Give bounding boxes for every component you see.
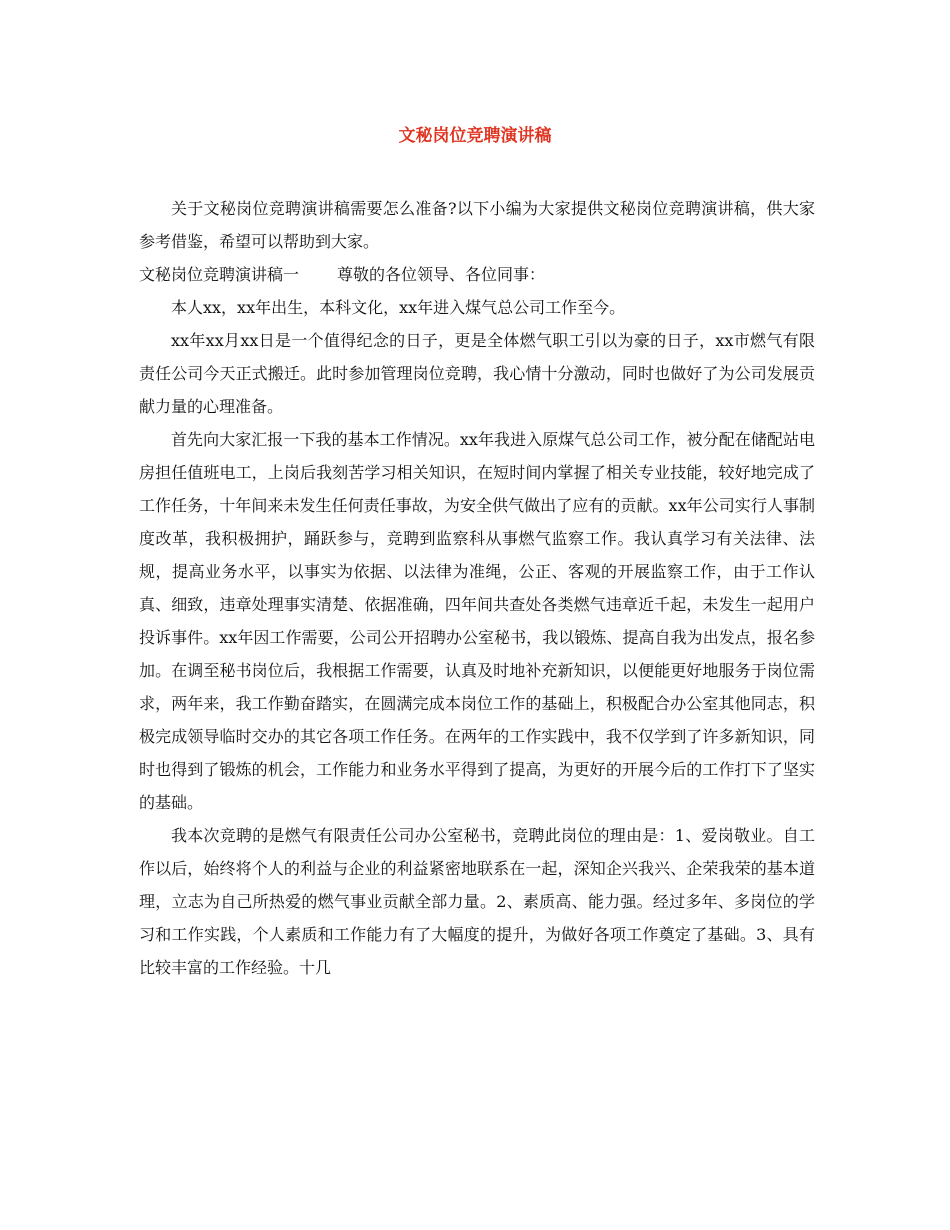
paragraph-4: 我本次竞聘的是燃气有限责任公司办公室秘书，竞聘此岗位的理由是：1、爱岗敬业。自工作以后，始终将个人的利益与企业的利益紧密地联系在一起，深知企兴我兴、企荣我荣的基本道理，立志为自己所热爱的燃气事业贡献全部力量。2、素质高、能力强。经过多年、多岗位的学习和工作实践，个人素质和工作能力有了大幅度的提升，为做好各项工作奠定了基础。3、具有比较丰富的工作经验。十几: [139, 826, 815, 977]
intro-paragraph: 关于文秘岗位竞聘演讲稿需要怎么准备?以下小编为大家提供文秘岗位竞聘演讲稿，供大家参考借鉴，希望可以帮助到大家。: [139, 199, 815, 251]
document-body: [139, 192, 815, 984]
document-title: 文秘岗位竞聘演讲稿: [398, 126, 552, 146]
section-heading: 文秘岗位竞聘演讲稿一: [139, 265, 300, 284]
greeting: 尊敬的各位领导、各位同事：: [337, 265, 546, 284]
paragraph-2: xx年xx月xx日是一个值得纪念的日子，更是全体燃气职工引以为豪的日子，xx市燃气有限责任公司今天正式搬迁。此时参加管理岗位竞聘，我心情十分激动，同时也做好了为公司发展贡献力量的心理准备。: [139, 331, 815, 416]
paragraph-1: 本人xx，xx年出生，本科文化，xx年进入煤气总公司工作至今。: [171, 298, 626, 317]
paragraph-3: 首先向大家汇报一下我的基本工作情况。xx年我进入原煤气总公司工作，被分配在储配站电房担任值班电工，上岗后我刻苦学习相关知识，在短时间内掌握了相关专业技能，较好地完成了工作任务，十年间来未发生任何责任事故，为安全供气做出了应有的贡献。xx年公司实行人事制度改革，我积极拥护，踊跃参与，竞聘到监察科从事燃气监察工作。我认真学习有关法律、法规，提高业务水平，以事实为依据、以法律为准绳，公正、客观的开展监察工作，由于工作认真、细致，违章处理事实清楚、依据准确，四年间共查处各类燃气违章近千起，未发生一起用户投诉事件。xx年因工作需要，公司公开招聘办公室秘书，我以锻炼、提高自我为出发点，报名参加。在调至秘书岗位后，我根据工作需要，认真及时地补充新知识，以便能更好地服务于岗位需求，两年来，我工作勤奋踏实，在圆满完成本岗位工作的基础上，积极配合办公室其他同志，积极完成领导临时交办的其它各项工作任务。在两年的工作实践中，我不仅学到了许多新知识，同时也得到了锻炼的机会，工作能力和业务水平得到了提高，为更好的开展今后的工作打下了坚实的基础。: [139, 430, 815, 812]
section-heading-line: [139, 258, 815, 291]
